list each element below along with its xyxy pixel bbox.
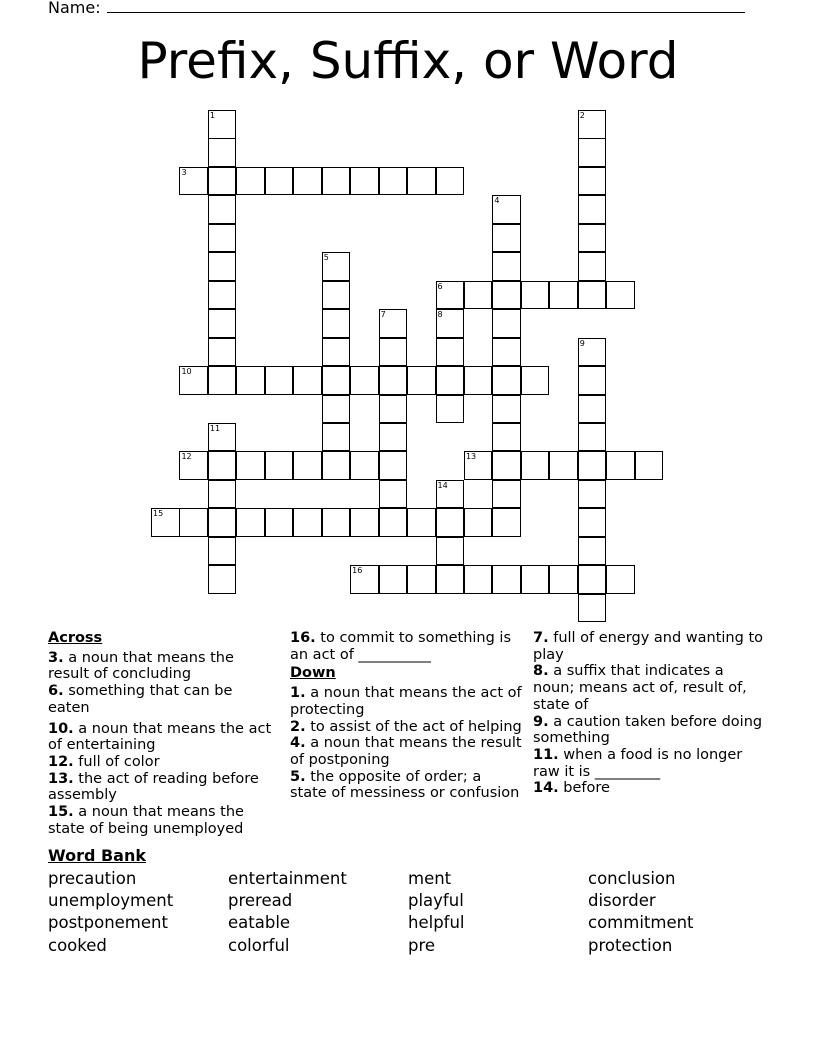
clue-number: 1 [209, 111, 215, 120]
grid-cell[interactable] [436, 309, 465, 338]
grid-cell[interactable] [436, 281, 465, 310]
clues-column-3 [533, 630, 763, 797]
grid-cell[interactable] [492, 423, 521, 452]
grid-cell[interactable] [322, 252, 351, 281]
grid-cell[interactable] [578, 508, 607, 537]
clue-number: 16 [352, 566, 363, 576]
grid-cell[interactable] [492, 451, 521, 480]
grid-cell[interactable] [208, 537, 237, 566]
grid-cell[interactable] [379, 423, 408, 452]
grid-cell[interactable] [208, 138, 237, 167]
grid-cell[interactable] [379, 565, 408, 594]
grid-cell[interactable] [436, 537, 465, 566]
grid-cell[interactable] [379, 451, 408, 480]
grid-cell[interactable] [265, 366, 294, 395]
grid-cell[interactable] [578, 338, 607, 367]
grid-cell[interactable] [578, 167, 607, 196]
grid-cell[interactable] [350, 508, 379, 537]
word-bank-item: pre [408, 936, 436, 955]
grid-cell[interactable] [236, 167, 265, 196]
grid-cell[interactable] [208, 451, 237, 480]
down-clue-14: 14. before [533, 780, 610, 797]
grid-cell[interactable] [492, 480, 521, 509]
grid-cell[interactable] [578, 395, 607, 424]
grid-cell[interactable] [379, 480, 408, 509]
grid-cell[interactable] [464, 281, 493, 310]
grid-cell[interactable] [436, 366, 465, 395]
across-clue-12: 12. full of color [48, 753, 160, 770]
grid-cell[interactable] [151, 508, 180, 537]
grid-cell[interactable] [208, 366, 237, 395]
word-bank-item: entertainment [228, 869, 347, 888]
grid-cell[interactable] [492, 309, 521, 338]
grid-cell[interactable] [578, 224, 607, 253]
grid-cell[interactable] [322, 309, 351, 338]
grid-cell[interactable] [208, 281, 237, 310]
across-clue-16: 16. to commit to something is an act of __________ [290, 630, 512, 663]
grid-cell[interactable] [436, 395, 465, 424]
grid-cell[interactable] [208, 252, 237, 281]
grid-cell[interactable] [265, 167, 294, 196]
down-clue-2: 2. to assist of the act of helping [290, 718, 522, 735]
grid-cell[interactable] [492, 395, 521, 424]
grid-cell[interactable] [379, 167, 408, 196]
down-clue-1: 1. a noun that means the act of protecting [290, 685, 522, 718]
grid-cell[interactable] [379, 338, 408, 367]
word-bank-item: disorder [588, 891, 656, 910]
clue-number: 14 [437, 480, 448, 490]
grid-cell[interactable] [322, 423, 351, 452]
word-bank-item: preread [228, 891, 293, 910]
grid-cell[interactable] [578, 537, 607, 566]
grid-cell[interactable] [492, 224, 521, 253]
grid-cell[interactable] [635, 451, 664, 480]
grid-cell[interactable] [179, 366, 208, 395]
clue-number: 10 [181, 367, 192, 377]
down-clue-8: 8. a suffix that indicates a noun; means act of, result of, state of [533, 663, 747, 713]
grid-cell[interactable] [208, 224, 237, 253]
grid-cell[interactable] [578, 138, 607, 167]
word-bank-item: ment [408, 869, 452, 888]
grid-cell[interactable] [350, 167, 379, 196]
grid-cell[interactable] [436, 338, 465, 367]
grid-cell[interactable] [549, 565, 578, 594]
word-bank-item: commitment [588, 913, 694, 932]
grid-cell[interactable] [379, 366, 408, 395]
across-clue-3: 3. a noun that means the result of concluding [48, 649, 234, 683]
down-clue-9: 9. a caution taken before doing something [533, 713, 763, 747]
grid-cell[interactable] [208, 309, 237, 338]
grid-cell[interactable] [578, 281, 607, 310]
clue-number: 4 [494, 196, 500, 206]
down-heading: Down [290, 665, 336, 682]
grid-cell[interactable] [350, 565, 379, 594]
across-clue-15: 15. a noun that means the state of being unemployed [48, 804, 244, 837]
grid-cell[interactable] [578, 565, 607, 594]
grid-cell[interactable] [350, 366, 379, 395]
grid-cell[interactable] [208, 338, 237, 367]
grid-cell[interactable] [208, 167, 237, 196]
clue-number: 12 [181, 452, 192, 462]
grid-cell[interactable] [407, 565, 436, 594]
word-bank-item: precaution [48, 869, 137, 888]
grid-cell[interactable] [578, 480, 607, 509]
word-bank-item: protection [588, 936, 673, 955]
grid-cell[interactable] [322, 167, 351, 196]
clues-column-1 [48, 630, 276, 837]
grid-cell[interactable] [322, 395, 351, 424]
down-clue-7: 7. full of energy and wanting to play [533, 630, 763, 663]
word-bank-item: playful [408, 891, 464, 910]
grid-cell[interactable] [492, 195, 521, 224]
grid-cell[interactable] [578, 451, 607, 480]
grid-cell[interactable] [236, 366, 265, 395]
grid-cell[interactable] [578, 366, 607, 395]
clue-number: 3 [181, 167, 187, 177]
word-bank-item: cooked [48, 936, 107, 955]
grid-cell[interactable] [606, 565, 635, 594]
grid-cell[interactable] [350, 451, 379, 480]
grid-cell[interactable] [379, 395, 408, 424]
grid-cell[interactable] [322, 508, 351, 537]
word-bank-item: postponement [48, 913, 168, 932]
clue-number: 5 [323, 253, 329, 263]
grid-cell[interactable] [179, 167, 208, 196]
grid-cell[interactable] [379, 508, 408, 537]
down-clue-11: 11. when a food is no longer raw it is _________ [533, 746, 743, 780]
down-clue-4: 4. a noun that means the result of postponing [290, 735, 522, 768]
grid-cell[interactable] [578, 195, 607, 224]
grid-cell[interactable] [606, 281, 635, 310]
grid-cell[interactable] [464, 366, 493, 395]
grid-cell[interactable] [578, 252, 607, 281]
clue-number: 11 [209, 423, 221, 433]
grid-cell[interactable] [322, 338, 351, 367]
word-bank-item: unemployment [48, 891, 174, 910]
grid-cell[interactable] [407, 508, 436, 537]
grid-cell[interactable] [322, 366, 351, 395]
grid-cell[interactable] [208, 480, 237, 509]
grid-cell[interactable] [464, 565, 493, 594]
grid-cell[interactable] [293, 167, 322, 196]
across-clue-10: 10. a noun that means the act of entertaining [48, 720, 272, 754]
grid-cell[interactable] [407, 366, 436, 395]
grid-cell[interactable] [322, 281, 351, 310]
grid-cell[interactable] [179, 508, 208, 537]
grid-cell[interactable] [208, 195, 237, 224]
grid-cell[interactable] [578, 594, 607, 623]
grid-cell[interactable] [492, 565, 521, 594]
word-bank-item: conclusion [588, 869, 676, 888]
clue-number: 7 [380, 310, 386, 320]
grid-cell[interactable] [492, 338, 521, 367]
grid-cell[interactable] [436, 480, 465, 509]
grid-cell[interactable] [179, 451, 208, 480]
word-bank-item: eatable [228, 913, 291, 932]
word-bank-title: Word Bank [48, 846, 147, 865]
word-bank-item: colorful [228, 936, 290, 955]
grid-cell[interactable] [407, 167, 436, 196]
grid-cell[interactable] [521, 366, 550, 395]
grid-cell[interactable] [492, 508, 521, 537]
grid-cell[interactable] [208, 110, 237, 139]
grid-cell[interactable] [521, 281, 550, 310]
grid-cell[interactable] [265, 508, 294, 537]
clue-number: 13 [465, 452, 477, 462]
grid-cell[interactable] [379, 309, 408, 338]
grid-cell[interactable] [436, 565, 465, 594]
grid-cell[interactable] [293, 451, 322, 480]
name-underline[interactable] [107, 0, 745, 13]
grid-cell[interactable] [492, 252, 521, 281]
grid-cell[interactable] [578, 110, 607, 139]
across-clue-6: 6. something that can be eaten [48, 683, 233, 716]
grid-cell[interactable] [549, 281, 578, 310]
grid-cell[interactable] [293, 366, 322, 395]
grid-cell[interactable] [236, 451, 265, 480]
grid-cell[interactable] [322, 451, 351, 480]
grid-cell[interactable] [293, 508, 322, 537]
grid-cell[interactable] [464, 508, 493, 537]
grid-cell[interactable] [436, 167, 465, 196]
grid-cell[interactable] [208, 508, 237, 537]
clue-number: 15 [153, 509, 164, 519]
grid-cell[interactable] [492, 281, 521, 310]
across-heading: Across [48, 630, 103, 646]
grid-cell[interactable] [578, 423, 607, 452]
clues-column-2 [290, 630, 522, 802]
grid-cell[interactable] [549, 451, 578, 480]
name-label: Name: [48, 0, 101, 17]
grid-cell[interactable] [464, 451, 493, 480]
grid-cell[interactable] [492, 366, 521, 395]
grid-cell[interactable] [208, 423, 237, 452]
name-line[interactable] [48, 0, 745, 17]
word-bank-item: helpful [408, 913, 465, 932]
clue-number: 8 [437, 310, 443, 320]
clue-number: 6 [437, 281, 443, 291]
clue-number: 9 [579, 338, 585, 348]
grid-cell[interactable] [265, 451, 294, 480]
grid-cell[interactable] [236, 508, 265, 537]
page-title: Prefix, Suffix, or Word [137, 32, 679, 90]
grid-cell[interactable] [436, 508, 465, 537]
grid-cell[interactable] [208, 565, 237, 594]
grid-cell[interactable] [521, 451, 550, 480]
grid-cell[interactable] [521, 565, 550, 594]
down-clue-5: 5. the opposite of order; a state of messiness or confusion [290, 768, 520, 802]
clue-number: 2 [579, 111, 585, 120]
across-clue-13: 13. the act of reading before assembly [48, 770, 259, 804]
grid-cell[interactable] [606, 451, 635, 480]
